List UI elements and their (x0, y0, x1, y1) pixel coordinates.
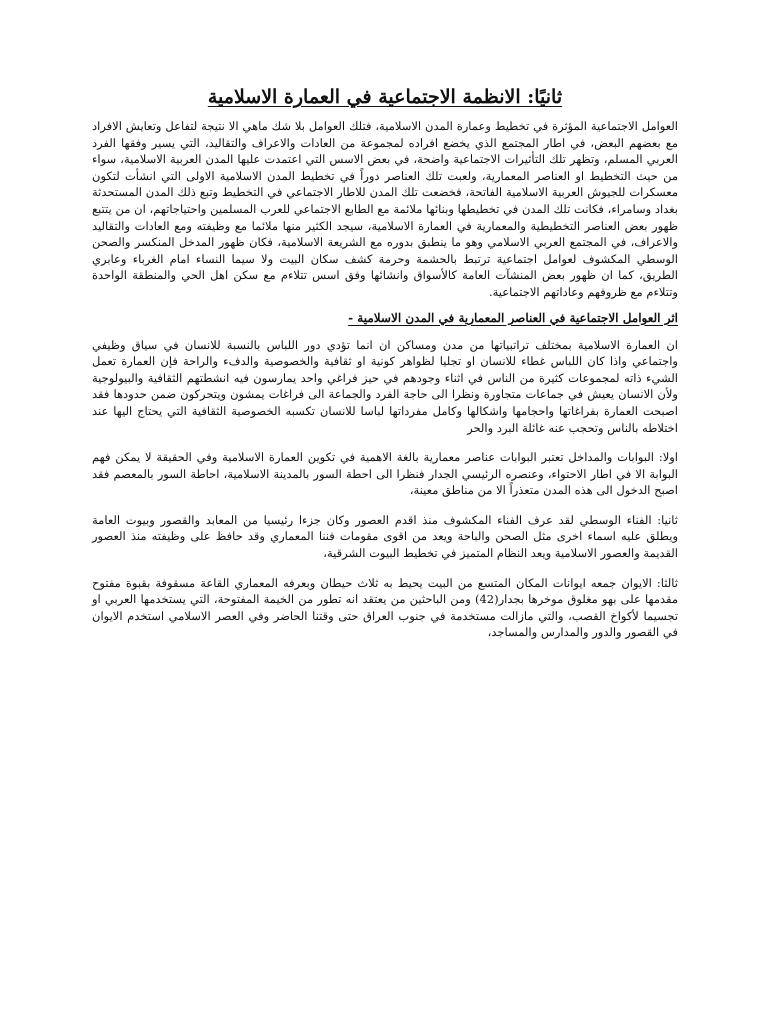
body-paragraph-clothing: ان العمارة الاسلامية بمختلف تراتبياتها من مدن ومساكن ان انما تؤدي دور اللباس بالنسبة للانسان في سياق وظيفي واجتماعي واذا كان اللباس غطاء للانسان او تجليا لظواهر كونية او ثقافية والخصوصية والدفء والراحة فإن العمارة تعمل الشيء ذاته لمجموعات كثيرة من الناس في اثناء وجودهم في حيز فراغي واحد يمارسون فيه انشطتهم الثقافية والبيولوجية ولأن الانسان يعيش في جماعات متجاورة ونظرا الى حاجة الفرد والجماعة الى فراغات يمشون ويتحركون ضمن حدودها فقد اصبحت العمارة بفراغاتها واحجامها واشكالها وكامل مفرداتها لباسا للانسان تكسبه الخصوصية الثقافية التي يحتاج اليها عند اختلاطه بالناس وتحجب عنه غائلة البرد والحر (92, 337, 678, 435)
intro-paragraph: العوامل الاجتماعية المؤثرة في تخطيط وعمارة المدن الاسلامية، فتلك العوامل بلا شك ماهي الا نتيجة لتفاعل وتعايش الافراد مع بعضهم البعض، في اطار المجتمع الذي يخضع افراده لمجموعة من العادات والاعراف والتقاليد، التي يسير وفقها الفرد العربي المسلم، وتظهر تلك التأثيرات الاجتماعية واضحة، في بعض الاسس التي اعتمدت عليها المدن العربية الاسلامية، سواء من حيث التخطيط او العناصر المعمارية، ولعبت تلك العناصر دوراً في تخطيط المدن الاسلامية الاولى التي انشأت لتكون معسكرات للجيوش العربية الاسلامية الفاتحة، فخضعت تلك المدن للاطار الاجتماعي في التخطيط وتبع ذلك المدن المستحدثة بغداد وسامراء، فكانت تلك المدن في تخطيطها وبنائها ملائمة مع الطابع الاجتماعي للعرب المسلمين واحتياجاتهم، ان من يتتبع ظهور بعض العناصر التخطيطية والمعمارية في العمارة الاسلامية، سيجد الكثير منها ملائما مع وظيفته ومع العادات والتقاليد والاعراف، في المجتمع العربي الاسلامي وهو ما ينطبق بدوره مع الشريعة الاسلامية، فكان ظهور المدخل المنكسر والصحن الوسطي المكشوف لعوامل اجتماعية ترتبط بالحشمة وحرمة كشف سكان البيت ولا سيما النساء امام الغرباء وعابري الطريق، كما ان ظهور بعض المنشآت العامة كالأسواق وانشائها وفق اسس تتلاءم مع سكن اهل الحي والمنطقة الواحدة وتتلاءم مع ظروفهم وعاداتهم الاجتماعية. (92, 119, 678, 299)
page-title: ثانيًا: الانظمة الاجتماعية في العمارة الاسلامية (207, 86, 563, 108)
body-paragraph-iwan: ثالثا: الايوان جمعه ايوانات المكان المتسع من البيت يحيط به ثلاث حيطان وبعرفه المعماري القاعة مسقوفة بقبوة مفتوح مقدمها على بهو مغلوق موخرها بجدار(42) ومن الباحثين من يعتقد انه تطور من الخيمة المفتوحة، التي يستخدمها العربي او تجسيما لأكواخ القصب، والتي مازالت مستخدمة في جنوب العراق حتى وقتنا الحاضر وفي العصر الاسلامي استخدم الايوان في القصور والدور والمدارس والمساجد، (92, 575, 678, 640)
section-subheading: اثر العوامل الاجتماعية في العناصر المعمارية في المدن الاسلامية - (348, 310, 678, 325)
body-paragraph-courtyard: ثانيا: الفناء الوسطي لقد عرف الفناء المكشوف منذ اقدم العصور وكان جزءا رئيسيا من المعابد والقصور وبيوت العامة ويطلق عليه اسماء اخرى مثل الصحن والباحة ويعد من اقوى مقومات فننا المعماري وقد حافظ على وظيفته منذ العصور القديمة والعصور الاسلامية ويعد النظام المتميز في تخطيط البيوت الشرقية، (92, 512, 678, 561)
body-paragraph-gates: اولا: البوابات والمداخل تعتبر البوابات عناصر معمارية بالغة الاهمية في تكوين العمارة الاسلامية وفي الحقيقة لا يمكن فهم البوابة الا في اطار الاحتواء، وعنصره الرئيسي الجدار فنظرا الى احطة السور بالمدينة الاسلامية، احاطة السور بالمعصم فقد اصبح الدخول الى هذه المدن متعذراً الا من مناطق معينة، (92, 450, 678, 498)
document-body (92, 84, 678, 654)
